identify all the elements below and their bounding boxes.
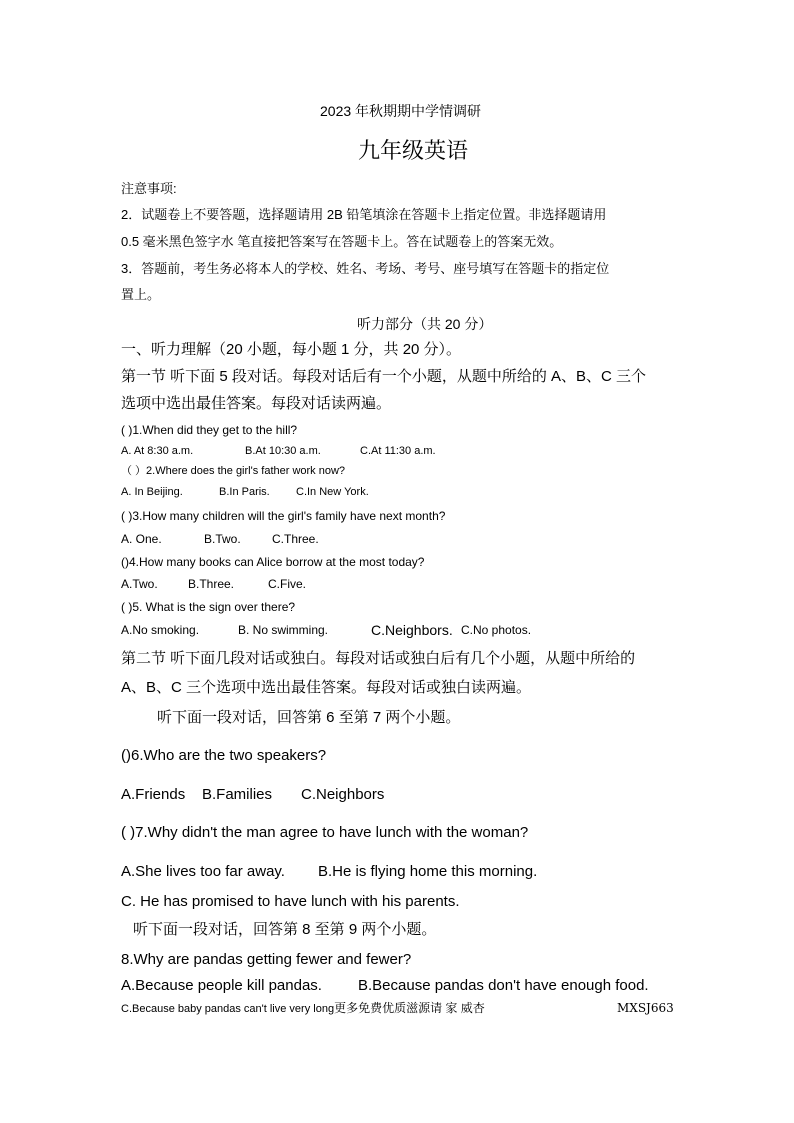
dialogue-1-intro: 听下面一段对话，回答第 6 至第 7 两个小题。	[157, 709, 461, 726]
section-2-instructions-line-1: 第二节 听下面几段对话或独白。每段对话或独白后有几个小题，从题中所给的	[121, 650, 636, 667]
question-5: ( )5. What is the sign over there?	[121, 600, 296, 614]
question-5-option-b: B. No swimming.	[238, 623, 329, 637]
question-8-option-c-text: C.Because baby pandas can't live very long	[121, 1003, 335, 1015]
section-title: 一、听力理解（20 小题，每小题 1 分，共 20 分）。	[121, 341, 462, 358]
question-1-option-b: B.At 10:30 a.m.	[245, 445, 321, 457]
section-1-instructions-line-2: 选项中选出最佳答案。每段对话读两遍。	[121, 395, 392, 412]
dialogue-2-intro: 听下面一段对话，回答第 8 至第 9 两个小题。	[133, 921, 437, 938]
question-8-option-a: A.Because people kill pandas.	[121, 977, 322, 994]
question-2-option-c: C.In New York.	[296, 486, 369, 498]
question-2: （ ）2.Where does the girl's father work now?	[121, 465, 346, 477]
question-7-option-c: C. He has promised to have lunch with his parents.	[121, 893, 460, 910]
question-5-option-a: A.No smoking.	[121, 623, 200, 637]
question-4-option-b: B.Three.	[188, 577, 235, 591]
question-1-option-c: C.At 11:30 a.m.	[360, 445, 436, 457]
exam-title: 2023 年秋期期中学情调研	[320, 103, 482, 119]
question-2-option-b: B.In Paris.	[219, 486, 270, 498]
question-7: ( )7.Why didn't the man agree to have lunch with the woman?	[121, 824, 529, 841]
question-6-option-a: A.Friends	[121, 786, 186, 803]
question-8-option-b: B.Because pandas don't have enough food.	[358, 977, 649, 994]
question-3-option-c: C.Three.	[272, 532, 319, 546]
watermark-text: 更多免费优质滋源请 家 威杏	[334, 1001, 485, 1015]
question-4-option-c: C.Five.	[268, 577, 307, 591]
section-2-instructions-line-2: A、B、C 三个选项中选出最佳答案。每段对话或独白读两遍。	[121, 679, 532, 696]
question-4: ()4.How many books can Alice borrow at the most today?	[121, 555, 425, 569]
question-5-option-c: C.No photos.	[461, 623, 532, 637]
question-2-option-a: A. In Beijing.	[121, 486, 183, 498]
question-7-option-a: A.She lives too far away.	[121, 863, 285, 880]
note-item-2-line-1: 2．试题卷上不要答题，选择题请用 2B 铅笔填涂在答题卡上指定位置。非选择题请用	[121, 207, 607, 222]
question-6-option-c: C.Neighbors	[301, 786, 385, 803]
question-8: 8.Why are pandas getting fewer and fewer?	[121, 951, 412, 968]
question-7-option-b: B.He is flying home this morning.	[318, 863, 538, 880]
note-item-2-line-2: 0.5 毫米黑色签字水 笔直接把答案写在答题卡上。答在试题卷上的答案无效。	[121, 234, 563, 249]
question-1: ( )1.When did they get to the hill?	[121, 423, 298, 437]
question-8-option-c	[121, 1002, 485, 1015]
note-item-3-line-2: 置上。	[121, 287, 161, 302]
question-5-stray-option: C.Neighbors.	[371, 622, 453, 638]
section-1-instructions-line-1: 第一节 听下面 5 段对话。每段对话后有一个小题，从题中所给的 A、B、C 三个	[121, 368, 647, 385]
question-4-option-a: A.Two.	[121, 577, 158, 591]
question-6-option-b: B.Families	[202, 786, 273, 803]
notes-heading: 注意事项:	[121, 181, 177, 196]
note-item-3-line-1: 3．答题前，考生务必将本人的学校、姓名、考场、考号、座号填写在答题卡的指定位	[121, 261, 610, 276]
question-1-option-a: A. At 8:30 a.m.	[121, 445, 194, 457]
question-3-option-b: B.Two.	[204, 532, 241, 546]
question-6: ()6.Who are the two speakers?	[121, 747, 327, 764]
document-code: MXSJ663	[617, 1001, 674, 1015]
question-3-option-a: A. One.	[121, 532, 162, 546]
listening-part-title: 听力部分（共 20 分）	[357, 316, 493, 332]
question-3: ( )3.How many children will the girl's family have next month?	[121, 509, 446, 523]
subject-title: 九年级英语	[358, 138, 469, 163]
